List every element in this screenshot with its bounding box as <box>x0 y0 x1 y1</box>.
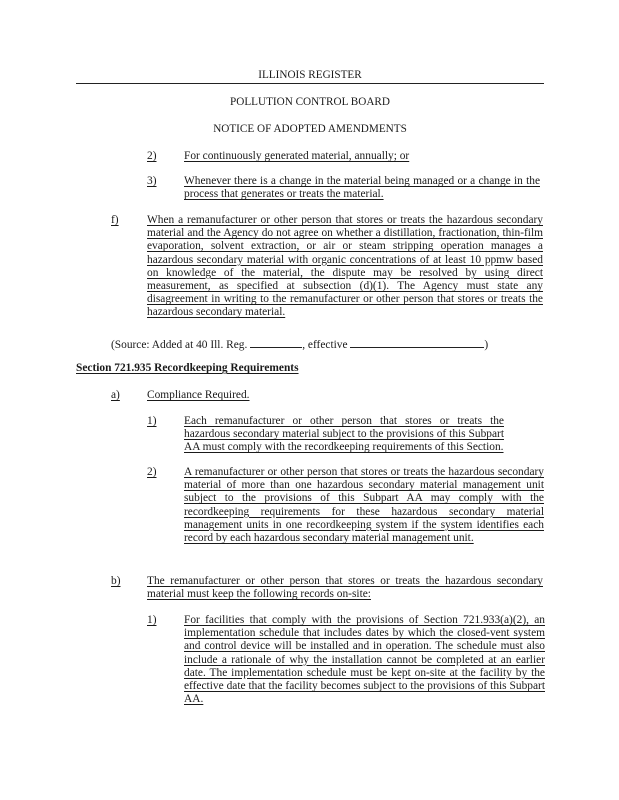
item-a2-mark: 2) <box>147 466 157 478</box>
item-f-mark: f) <box>111 214 119 226</box>
notice-title: NOTICE OF ADOPTED AMENDMENTS <box>213 123 407 135</box>
source-prefix: (Source: Added at 40 Ill. Reg. <box>111 339 251 351</box>
item-e2-mark: 2) <box>147 150 157 162</box>
source-suffix: ) <box>484 339 489 351</box>
item-b-text: The remanufacturer or other person that stores or treats the hazardous secondary material must keep the following records on-site: <box>147 575 543 601</box>
section-heading: Section 721.935 Recordkeeping Requirements <box>76 362 299 374</box>
source-middle: , effective <box>302 339 351 351</box>
effective-date-blank <box>350 337 484 348</box>
item-e2-text: For continuously generated material, annually; or <box>184 150 410 162</box>
board-name: POLLUTION CONTROL BOARD <box>230 96 390 108</box>
item-a2-text: A remanufacturer or other person that stores or treats the hazardous secondary material of more than one hazardous secondary material management unit subject to the provisions of this Subpart AA may comply with the recordkeeping requirements for these hazardous secondary material management units in one recordkeeping system if the system identifies each record by each hazardous secondary material management unit. <box>184 466 544 545</box>
item-b1-mark: 1) <box>147 614 157 626</box>
item-e3-text: Whenever there is a change in the material being managed or a change in the process that generates or treats the material. <box>184 175 540 201</box>
item-a1-text: Each remanufacturer or other person that stores or treats the hazardous secondary material subject to the provisions of this Subpart AA must comply with the recordkeeping requirements of this Section. <box>184 415 504 454</box>
item-a-text: Compliance Required. <box>147 389 250 401</box>
register-header: ILLINOIS REGISTER <box>76 69 544 84</box>
item-b1-text: For facilities that comply with the provisions of Section 721.933(a)(2), an implementation schedule that includes dates by which the closed-vent system and control device will be installed and in operation. The schedule must also include a rationale of why the installation cannot be completed at an earlier date. The implementation schedule must be kept on-site at the facility by the effective date that the facility becomes subject to the provisions of this Subpart AA. <box>184 614 545 706</box>
item-b-mark: b) <box>111 575 121 587</box>
source-note <box>111 337 488 352</box>
item-a1-mark: 1) <box>147 415 157 427</box>
register-page-blank <box>250 337 302 348</box>
item-f-text: When a remanufacturer or other person that stores or treats the hazardous secondary material and the Agency do not agree on whether a distillation, fractionation, thin-film evaporation, solvent extraction, or air or steam stripping operation manages a hazardous secondary material with organic concentrations of at least 10 ppmw based on knowledge of the material, the dispute may be resolved by using direct measurement, as specified at subsection (d)(1). The Agency must state any disagreement in writing to the remanufacturer or other person that stores or treats the hazardous secondary material. <box>147 214 543 319</box>
item-e3-mark: 3) <box>147 175 157 187</box>
item-a-mark: a) <box>111 389 120 401</box>
